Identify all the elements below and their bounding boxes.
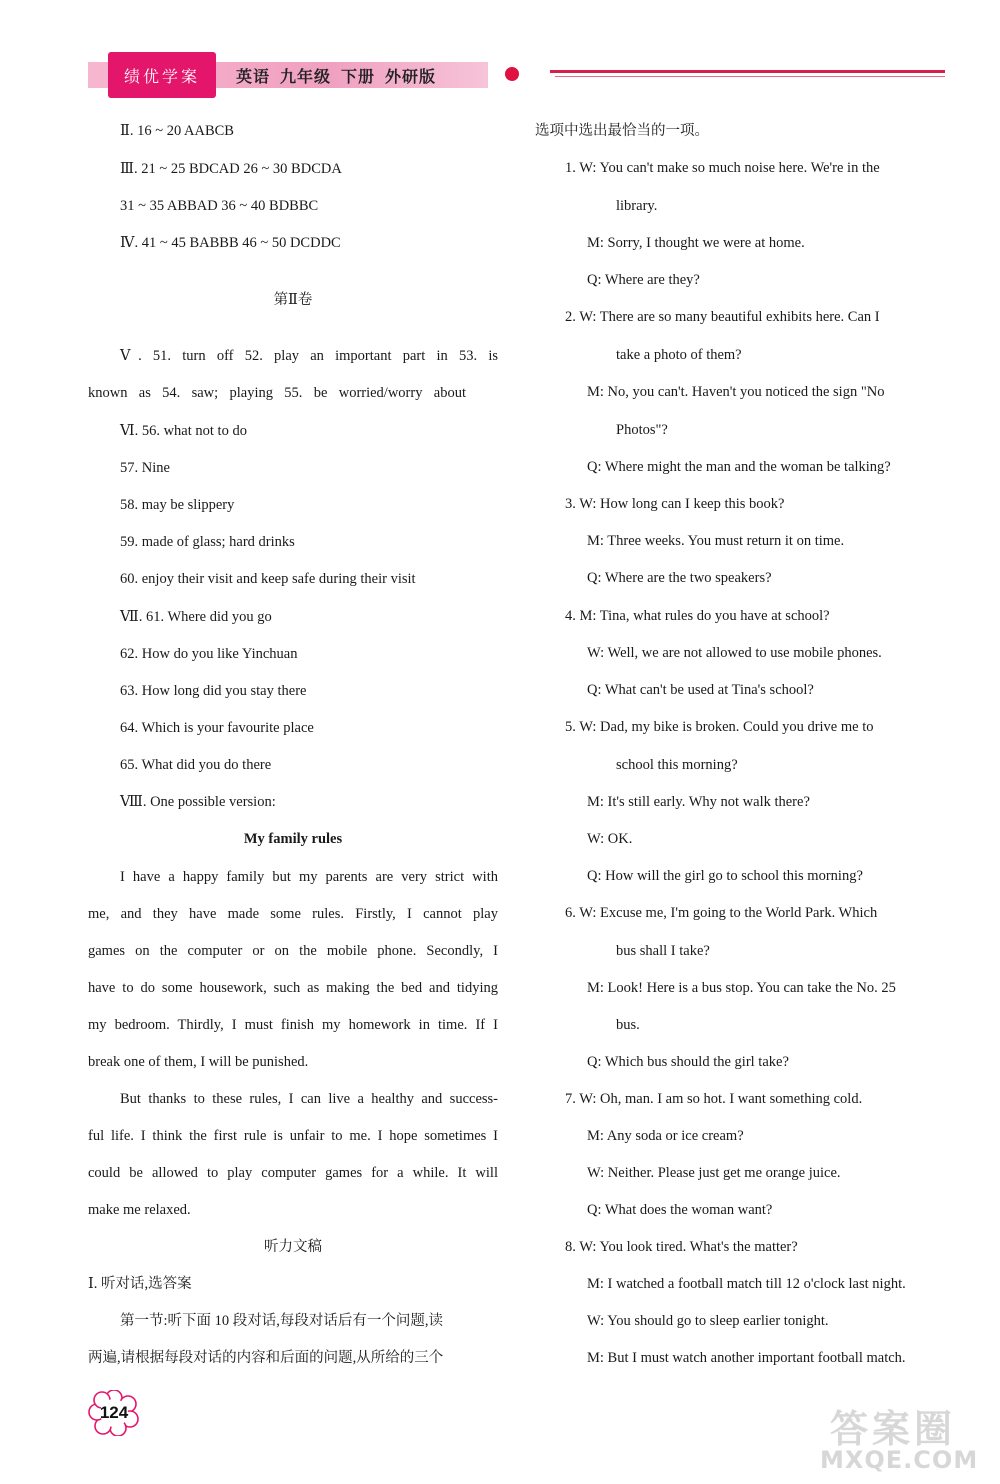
answer-line: 31 ~ 35 ABBAD 36 ~ 40 BDBBC [120,198,319,214]
dialogue-line: 6. W: Excuse me, I'm going to the World Park. Which [565,905,878,921]
dialogue-line: M: Sorry, I thought we were at home. [587,235,805,251]
answer-line: 64. Which is your favourite place [120,720,314,736]
listening-instruction: 两遍,请根据每段对话的内容和后面的问题,从所给的三个 [88,1350,444,1366]
book-title: 英语 九年级 下册 外研版 [236,69,437,86]
dialogue-line: 1. W: You can't make so much noise here. We're in the [565,160,880,176]
dialogue-line: 4. M: Tina, what rules do you have at school? [565,608,830,624]
essay-line: ful life. I think the first rule is unfair to me. I hope sometimes I [88,1128,498,1144]
essay-line: have to do some housework, such as making the bed and tidying [88,980,498,996]
header-dot [505,67,519,81]
dialogue-line: M: But I must watch another important football match. [587,1350,906,1366]
dialogue-line: Q: What can't be used at Tina's school? [587,682,814,698]
dialogue-line: W: OK. [587,831,633,847]
dialogue-line: Q: Which bus should the girl take? [587,1054,789,1070]
listening-title: 听力文稿 [264,1239,322,1255]
page-number [88,1390,140,1436]
dialogue-line: school this morning? [616,757,738,773]
page-header [0,0,1000,110]
answer-line: 62. How do you like Yinchuan [120,646,298,662]
answer-line: 58. may be slippery [120,497,235,513]
dialogue-line: bus shall I take? [616,943,710,959]
dialogue-line: 2. W: There are so many beautiful exhibits here. Can I [565,309,880,325]
essay-line: games on the computer or on the mobile phone. Secondly, I [88,943,498,959]
dialogue-line: 5. W: Dad, my bike is broken. Could you drive me to [565,719,874,735]
answer-line: Ⅷ. One possible version: [120,794,276,810]
watermark [820,1398,995,1478]
answer-line: 65. What did you do there [120,757,272,773]
answer-line: 60. enjoy their visit and keep safe during their visit [120,571,416,587]
dialogue-line: bus. [616,1017,640,1033]
dialogue-line: library. [616,198,658,214]
dialogue-line: M: It's still early. Why not walk there? [587,794,810,810]
essay-line: break one of them, I will be punished. [88,1054,309,1070]
header-rule [550,70,945,73]
watermark-bottom: MXQE.COM [820,1446,979,1474]
dialogue-line: W: Well, we are not allowed to use mobile phones. [587,645,882,661]
dialogue-line: Photos"? [616,422,668,438]
listening-part: Ⅰ. 听对话,选答案 [88,1276,192,1292]
dialogue-line: 7. W: Oh, man. I am so hot. I want something cold. [565,1091,863,1107]
answer-line: Ⅶ. 61. Where did you go [120,609,272,625]
dialogue-line: W: You should go to sleep earlier tonight. [587,1313,829,1329]
answer-line: known as 54. saw; playing 55. be worried/worry about [88,385,466,401]
answer-line: Ⅲ. 21 ~ 25 BDCAD 26 ~ 30 BDCDA [120,161,342,177]
dialogue-line: Q: Where might the man and the woman be talking? [587,459,891,475]
dialogue-line: Q: Where are they? [587,272,700,288]
series-logo: 绩优学案 [108,52,216,98]
dialogue-line: Q: What does the woman want? [587,1202,773,1218]
listening-instruction: 选项中选出最恰当的一项。 [535,123,709,139]
answer-line: Ⅴ. 51. turn off 52. play an important part in 53. is [120,348,498,364]
dialogue-line: M: No, you can't. Haven't you noticed the sign "No [587,384,885,400]
answer-line: 59. made of glass; hard drinks [120,534,295,550]
essay-line: could be allowed to play computer games for a while. It will [88,1165,498,1181]
dialogue-line: Q: How will the girl go to school this morning? [587,868,863,884]
dialogue-line: take a photo of them? [616,347,742,363]
dialogue-line: 3. W: How long can I keep this book? [565,496,785,512]
answer-line: 63. How long did you stay there [120,683,307,699]
header-rule-thin [555,76,945,77]
dialogue-line: Q: Where are the two speakers? [587,570,772,586]
page-number-text: 124 [99,1403,129,1422]
essay-line: But thanks to these rules, I can live a healthy and success- [120,1091,498,1107]
listening-instruction: 第一节:听下面 10 段对话,每段对话后有一个问题,读 [120,1313,444,1329]
essay-line: my bedroom. Thirdly, I must finish my homework in time. If I [88,1017,498,1033]
essay-line: I have a happy family but my parents are very strict with [120,869,498,885]
dialogue-line: M: Any soda or ice cream? [587,1128,744,1144]
dialogue-line: W: Neither. Please just get me orange juice. [587,1165,841,1181]
essay-line: me, and they have made some rules. Firstly, I cannot play [88,906,498,922]
watermark-top: 答案圈 [830,1407,957,1451]
answer-line: Ⅳ. 41 ~ 45 BABBB 46 ~ 50 DCDDC [120,235,341,251]
dialogue-line: M: Three weeks. You must return it on time. [587,533,845,549]
answer-line: 57. Nine [120,460,170,476]
essay-line: make me relaxed. [88,1202,191,1218]
essay-title: My family rules [243,831,343,847]
dialogue-line: M: Look! Here is a bus stop. You can take the No. 25 [587,980,896,996]
dialogue-line: 8. W: You look tired. What's the matter? [565,1239,798,1255]
section-title: 第Ⅱ卷 [273,292,313,308]
answer-line: Ⅱ. 16 ~ 20 AABCB [120,123,234,139]
answer-line: Ⅵ. 56. what not to do [120,423,247,439]
dialogue-line: M: I watched a football match till 12 o'clock last night. [587,1276,906,1292]
